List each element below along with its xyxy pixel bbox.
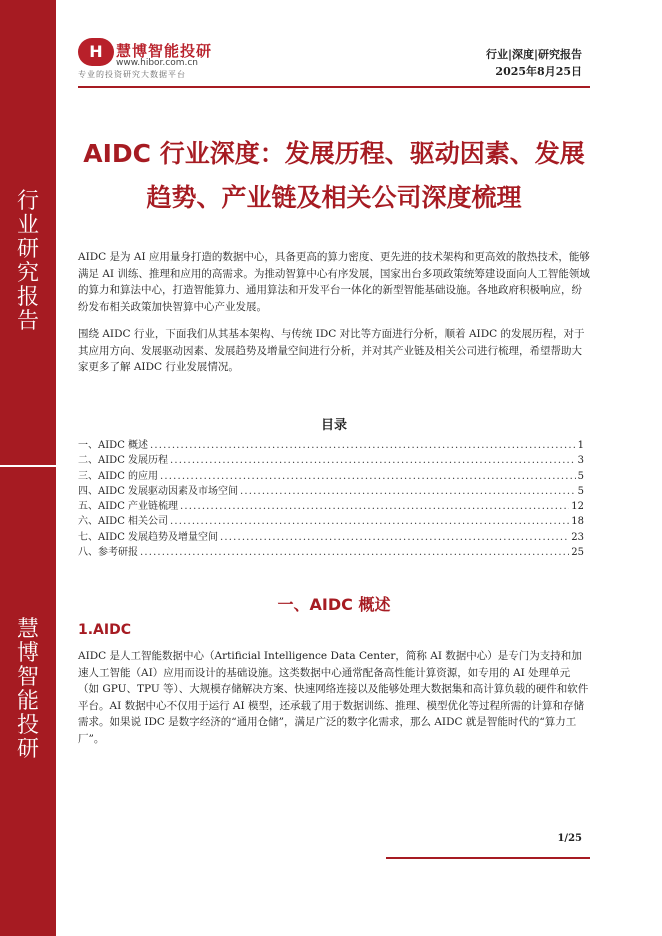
toc-item[interactable]: 五、AIDC 产业链梳理 . . . 12 [78,499,584,514]
subsection-heading: 1.AIDC [78,622,131,638]
brand-logo [78,38,258,82]
intro-paragraph-2: 围绕 AIDC 行业，下面我们从其基本架构、与传统 IDC 对比等方面进行分析，顺着 AIDC 的发展历程，对于其应用方向、发展驱动因素、发展趋势及增量空间进行分析，并对其产业链及相关公司进行梳理，希望帮助大家更多了解 AIDC 行业发展情况。 [78,328,585,373]
logo-mark-icon: H [78,38,114,66]
sidebar-banner [0,0,56,936]
header-meta [486,46,582,80]
report-category: 行业|深度|研究报告 [485,48,582,61]
page-number: 1/25 [557,833,582,844]
toc-item[interactable]: 七、AIDC 发展趋势及增量空间 . . . 23 [78,530,584,545]
toc-item[interactable]: 三、AIDC 的应用 . . . 5 [78,469,584,484]
toc-item[interactable]: 六、AIDC 相关公司 . . . 18 [78,514,584,529]
sidebar-label-brand: 慧 博 智 能 投 研 [16,617,39,762]
toc-item[interactable]: 八、参考研报 . . . 25 [78,545,584,560]
sidebar-divider [0,465,56,467]
toc-item[interactable]: 一、AIDC 概述 . . . 1 [78,438,584,453]
intro-paragraph-1: AIDC 是为 AI 应用量身打造的数据中心，具备更高的算力密度、更先进的技术架构和更高效的散热技术，能够满足 AI 训练、推理和应用的高需求。为推动智算中心有序发展，国家出台多项政策统筹建设面向人工智能领域的算力和算法中心，打造智能算力、通用算法和开发平台一体化的新型智能基础设施。各地政府积极响应，纷纷发布相关政策加快智算中心产业发展。 [78,251,590,313]
table-of-contents [78,438,584,560]
toc-title: 目录 [320,418,347,433]
sidebar-label-industry-report: 行 业 研 究 报 告 [16,189,39,334]
header-rule [78,86,590,88]
toc-item[interactable]: 四、AIDC 发展驱动因素及市场空间 . . . 5 [78,484,584,499]
logo-tagline: 专业的投资研究大数据平台 [78,70,186,79]
footer-rule [386,857,590,859]
report-title: AIDC 行业深度：发展历程、驱动因素、发展 趋势、产业链及相关公司深度梳理 [83,139,585,212]
logo-url: www.hibor.com.cn [116,58,199,68]
logo-name: 慧博智能投研 [116,42,213,60]
section-heading: 一、AIDC 概述 [277,595,391,614]
toc-item[interactable]: 二、AIDC 发展历程 . . . 3 [78,453,584,468]
section-body: AIDC 是人工智能数据中心（Artificial Intelligence Data Center，简称 AI 数据中心）是专门为支持和加速人工智能（AI）应用而设计的基础设施。这类数据中心通常配备高性能计算资源，如专用的 AI 处理单元（如 GPU、TPU 等）、大规模存储解决方案、快速网络连接以及能够处理大数据集和高计算负载的硬件和软件平台。AI 数据中心不仅用于运行 AI 模型，还承载了用于数据训练、推理、模型优化等过程所需的计算和存储需求。如果说 IDC 是数字经济的“通用仓储”，满足广泛的数字化需求，那么 AIDC 就是智能时代的“算力工厂”。 [78,650,589,745]
report-date: 2025年8月25日 [495,65,582,78]
